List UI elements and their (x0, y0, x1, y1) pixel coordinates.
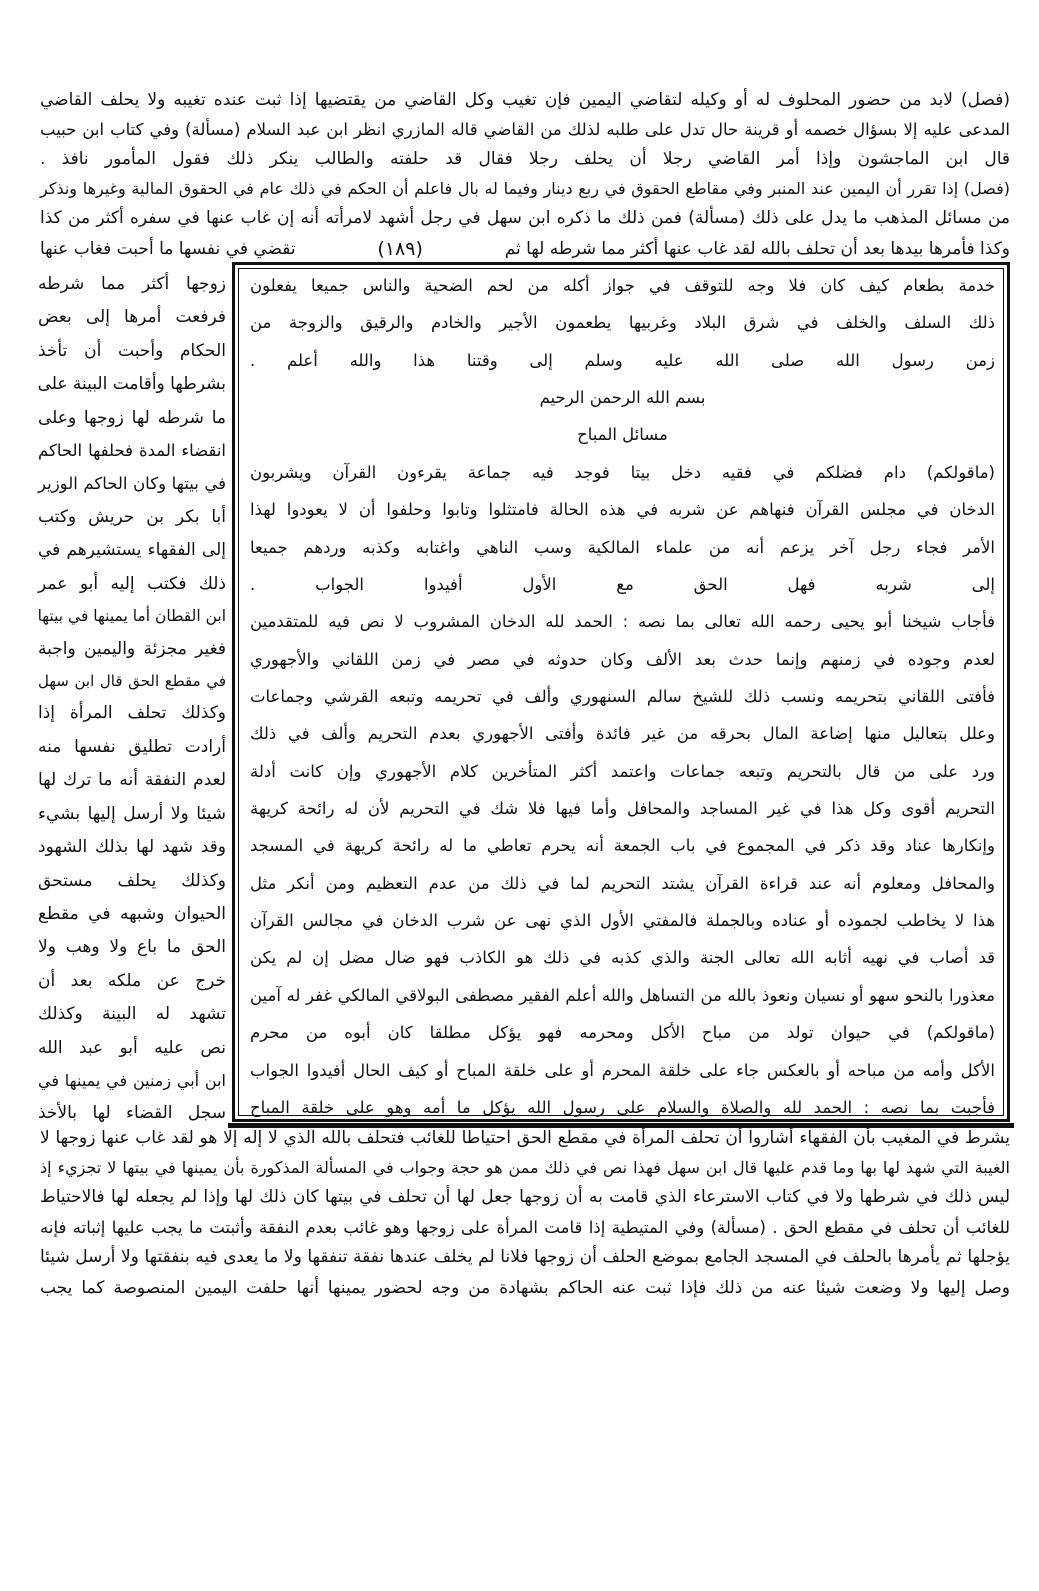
header-text (40, 90, 1010, 260)
text-line-with-page-number (40, 238, 1010, 260)
text-line: أرادت تطليق نفسها منه (38, 736, 226, 757)
text-line: فأجاب شيخنا أبو يحيى رحمه الله تعالى بما نصه : الحمد لله الدخان المشروب لا نص فيه للمتقدمين (250, 612, 995, 632)
text-line: خدمة بطعام كيف كان فلا وجه للتوقف في جواز أكله من لحم الضحية والناس جميعا يفعلون (250, 276, 995, 295)
side-column (38, 274, 226, 1124)
text-line: لعدم النفقة أنه ما ترك لها (38, 770, 226, 791)
text-segment: تقضي في نفسها ما أحبت فغاب عنها (40, 238, 296, 259)
text-line: يؤجلها ثم يأمرها بالحلف في المسجد الجامع بموضع الحلف أن زوجها فلانا لم يخلف عندها نفقة تنفقها ولا ما يعدى فيه بنفقتها ولا أرسل شيئا (40, 1247, 1010, 1268)
text-line: للغائب أن تحلف في مقطع الحق . (مسألة) وفي المتيطية إذا قامت المرأة على زوجها وهو غائب بعدم النفقة وأثبتت ما يجب عليها إثباته فإنه (40, 1217, 1010, 1237)
text-line: والمحافل ومعلوم أنه عند قراءة القرآن يشتد التحريم لما في ذلك من عدم التعظيم ومن أنكر مثل (250, 873, 995, 893)
bottom-text (40, 1128, 1010, 1298)
text-line: هذا لا يخاطب لجموده أو عناده وبالجملة فالمفتي الأول الذي نهى عن شرب الدخان في مجالس القرآن (250, 911, 995, 931)
section-title: مسائل المباح (577, 425, 668, 445)
text-line: (فصل) إذا تقرر أن اليمين عند المنبر وفي مقاطع الحقوق في ربع دينار وفيما له بال فاعلم أن الحكم في ذلك عام في الحقوق المالية وغيرها ونذكر (40, 179, 1010, 199)
text-line: الحيوان وشبهه في مقطع (38, 903, 226, 924)
text-line: انقضاء المدة فحلفها الحاكم (38, 441, 226, 461)
text-line: فرفعت أمرها إلى بعض (38, 307, 226, 328)
text-line: زوجها أكثر مما شرطه (38, 274, 226, 294)
text-line: الأكل وأمه من مباحه أو بالعكس جاء على خلقة المحرم أو على خلقة المباح أو كيف الحال أفيدوا الجواب (250, 1060, 995, 1080)
text-line: وإنكارها عناد وقد ذكر في المجموع في باب الجمعة أنه يحرم تعاطي ما له رائحة كريهة في المسجد (250, 836, 995, 856)
text-line: بشرطها وأقامت البينة على (37, 374, 226, 395)
text-line: ورد على من قال بالتحريم وتبعه جماعات واعتمد أكثر المتأخرين كلام الأجهوري وإن كانت أدلة (250, 761, 995, 781)
text-line: (ماقولكم) في حيوان تولد من مباح الأكل ومحرمه فهو يؤكل مطلقا كان أبوه من محرم (250, 1023, 995, 1043)
text-line: في مقطع الحق قال ابن سهل (38, 672, 226, 691)
text-line: ابن أبي زمنين في يمينها في (38, 1071, 226, 1091)
text-line: الأمر فجاء رجل آخر يزعم أنه من علماء المالكية وسب الناهي واغتابه وكذبه وردهم جميعا (250, 537, 995, 557)
text-line: (ماقولكم) دام فضلكم في فقيه دخل بيتا فوجد فيه جماعة يقرءون القرآن ويشربون (250, 462, 995, 482)
text-line: ابن القطان أما يمينها في بيتها (37, 607, 226, 626)
text-line: ما شرطه لها زوجها وعلى (38, 407, 226, 428)
text-line: وكذلك تحلف المرأة إذا (38, 703, 226, 724)
text-line: تشهد له البينة وكذلك (38, 1004, 226, 1025)
text-line: سجل القضاء لها بالأخذ (38, 1103, 226, 1124)
text-line: (فصل) لابد من حضور المحلوف له أو وكيله لتقاضي اليمين فإن تغيب وكل القاضي من يقتضيها إذا ثبت عنده تغيبه ولا يحلف القاضي (40, 90, 1010, 110)
text-line: ليس ذلك في شرطها ولا في كتاب الاسترعاء الذي قامت به أن زوجها جعل لها أن تحلف في بيتها كان ذلك لها وإذا لم يجعله لها فالاحتياط (40, 1187, 1010, 1208)
boxed-section-text (250, 276, 995, 1118)
basmala: بسم الله الرحمن الرحيم (539, 388, 706, 408)
text-line: الدخان في مجلس القرآن فنهاهم عن شربه في هذه الحالة فامتثلوا وتابوا وحلفوا أن لا يعودوا لهذا (250, 500, 995, 520)
text-line: يشرط في المغيب بأن الفقهاء أشاروا أن تحلف المرأة في مقطع الحق احتياطا للغائب فتحلف بالله الذي لا إله إلا هو لقد غاب عنها زوجها لا (40, 1128, 1010, 1148)
text-line: وكذلك يحلف مستحق (38, 870, 226, 891)
text-line: لعدم وجوده في زمنهم وإنما حدث بعد الألف وكان حدوثه في مصر في زمن اللقاني والأجهوري (250, 649, 995, 669)
text-line: ذلك السلف والخلف في شرق البلاد وغربيها يطعمون الأجير والخادم والرقيق والزوجة من (250, 313, 995, 333)
text-line: التحريم أقوى وكل هذا في غير المساجد والمحافل وأما فيها فلا شك في التحريم لأن له رائحة كريهة (250, 799, 995, 819)
text-line: ذلك فكتب إليه أبو عمر (38, 573, 226, 594)
text-line: الحكام وأحبت أن تأخذ (38, 340, 226, 361)
text-line: قال ابن الماجشون وإذا أمر القاضي رجلا أن يحلف رجلا فقال قد حلفته والطالب ينكر ذلك فقول المأمور نافذ . (40, 149, 1010, 170)
text-line: فغير مجزئة واليمين واجبة (38, 638, 226, 659)
text-segment: وكذا فأمرها بيدها بعد أن تحلف بالله لقد غاب عنها أكثر مما شرطه لها ثم (504, 238, 1010, 259)
text-line: الحق ما باع ولا وهب ولا (38, 937, 226, 958)
text-line: خرج عن ملكه بعد أن (38, 970, 226, 991)
text-line: الغيبة التي شهد لها بها وما قدم عليها قال ابن سهل فهذا نص في ذلك ممن هو حجة وجواب في المسألة المذكورة بأن يمينها في بيتها لا تجزيء إذ (40, 1158, 1010, 1178)
text-line: في بيتها وكان الحاكم الوزير (38, 474, 226, 494)
text-line: شيئا ولا أرسل إليها بشيء (38, 803, 226, 824)
page-number: (١٨٩) (377, 237, 423, 260)
text-line: من مسائل المذهب ما يدل على ذلك (مسألة) فمن ذلك ما ذكره ابن سهل في رجل أشهد لامرأته أنه إن غاب عنها في سفره أكثر من كذا (40, 208, 1010, 229)
text-line: المدعى عليه إلا بسؤال خصمه أو قرينة حال تدل على طلبه لذلك من القاضي قاله المازري انظر ابن عبد السلام (مسألة) وفي كتاب ابن حبيب (40, 119, 1010, 139)
text-line: فأفتى اللقاني بتحريمه ونسب ذلك للشيخ سالم السنهوري وألف في تحريمه وتبعه القرشي وجماعات (250, 686, 995, 706)
text-line: معذورا بالنحو سهو أو نسيان ونعوذ بالله من التساهل والله أعلم الفقير مصطفى البولاقي المالكي غفر له آمين (250, 985, 995, 1005)
text-line: أبا بكر بن حريش وكتب (38, 506, 226, 527)
text-line: قد أصاب في نهيه أثابه الله تعالى الجنة والذي كذبه في ذلك هو الكاذب فهو ضال مضل إن لم يكن (250, 948, 995, 968)
text-line: وقد شهد لها بذلك الشهود (38, 837, 226, 858)
text-line: وصل إليها ولا وضعت شيئا عنه من ذلك فإذا ثبت عنه الحاكم بشهادة من وجه لحضور يمينها أنها حلفت اليمين المنصوصة كما يجب (40, 1277, 1010, 1298)
text-line: وعلل بتعاليل منها إضاعة المال بحرقه من غير فائدة وأفتى الأجهوري بعدم التحريم وألف في ذلك (250, 724, 995, 744)
text-line: فأجبت بما نصه : الحمد لله والصلاة والسلام على رسول الله يؤكل ما أمه وهو على خلقة المباح (250, 1097, 995, 1117)
text-line: إلى شربه فهل الحق مع الأول أفيدوا الجواب . (250, 574, 995, 594)
text-line: زمن رسول الله صلى الله عليه وسلم إلى وقتنا هذا والله أعلم . (250, 350, 995, 370)
text-line: نص عليه أبو عبد الله (38, 1037, 226, 1058)
text-line: إلى الفقهاء يستشيرهم في (38, 540, 226, 561)
